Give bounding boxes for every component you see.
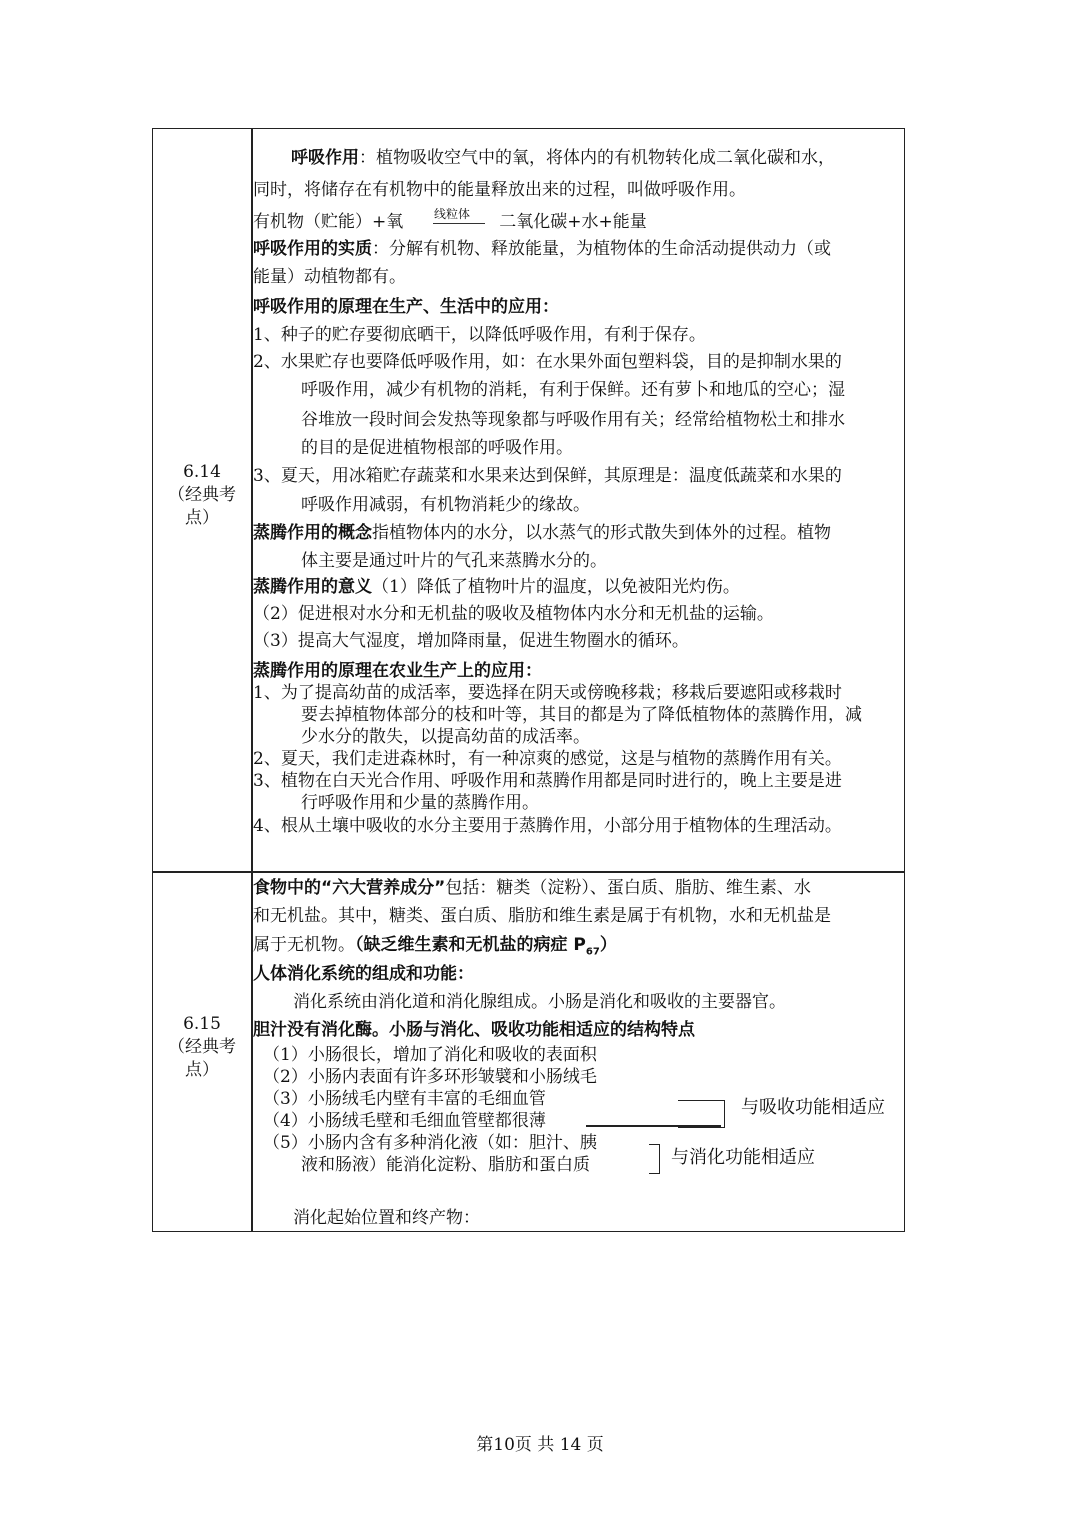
list-item-cont: 少水分的散失，以提高幼苗的成活率。 [301, 727, 590, 747]
respiration-essence-cont: 能量）动植物都有。 [253, 267, 406, 287]
absorption-bracket [678, 1100, 725, 1128]
reaction-arrow [433, 223, 485, 224]
transpiration-meaning: 蒸腾作用的意义（1）降低了植物叶片的温度，以免被阳光灼伤。 [253, 577, 740, 597]
list-item: 2、水果贮存也要降低呼吸作用，如：在水果外面包塑料袋，目的是抑制水果的 [253, 352, 842, 372]
start-end-position: 消化起始位置和终产物： [293, 1208, 480, 1228]
respiration-equation: 有机物（贮能）+氧 二氧化碳+水+能量 [253, 212, 647, 232]
list-item-cont: 的目的是促进植物根部的呼吸作用。 [301, 438, 573, 458]
respiration-definition-cont: 同时，将储存在有机物中的能量释放出来的过程，叫做呼吸作用。 [253, 180, 746, 200]
absorption-label: 与吸收功能相适应 [741, 1097, 885, 1118]
page-footer: 第10页 共 14 页 [476, 1435, 604, 1455]
tag-line: （经典考 [168, 485, 236, 505]
list-item-cont: 呼吸作用减弱，有机物消耗少的缘故。 [301, 495, 590, 515]
list-item-cont: 液和肠液）能消化淀粉、脂肪和蛋白质 [301, 1155, 590, 1175]
list-item: （1）小肠很长，增加了消化和吸收的表面积 [263, 1045, 597, 1065]
transpiration-concept-cont: 体主要是通过叶片的气孔来蒸腾水分的。 [301, 551, 607, 571]
tag-line: 点） [185, 508, 219, 528]
tag-line: （经典考 [168, 1037, 236, 1057]
tag-line: 点） [185, 1060, 219, 1080]
list-item: 2、夏天，我们走进森林时，有一种凉爽的感觉，这是与植物的蒸腾作用有关。 [253, 749, 842, 769]
list-item: （4）小肠绒毛壁和毛细血管壁都很薄 [263, 1111, 546, 1131]
list-item: 3、植物在白天光合作用、呼吸作用和蒸腾作用都是同时进行的，晚上主要是进 [253, 771, 842, 791]
transpiration-application-title: 蒸腾作用的原理在农业生产上的应用： [253, 661, 542, 681]
digestion-label: 与消化功能相适应 [671, 1147, 815, 1168]
list-item: 1、种子的贮存要彻底晒干，以降低呼吸作用，有利于保存。 [253, 325, 706, 345]
respiration-application-title: 呼吸作用的原理在生产、生活中的应用： [253, 297, 559, 317]
nutrients-paragraph-cont: 和无机盐。其中，糖类、蛋白质、脂肪和维生素是属于有机物，水和无机盐是 [253, 906, 831, 926]
study-table [152, 128, 905, 1232]
date-label: 6.15 [183, 1014, 221, 1034]
date-cell-6-15 [153, 1013, 251, 1082]
digestion-bracket [649, 1144, 660, 1174]
digestive-system-text: 消化系统由消化道和消化腺组成。小肠是消化和吸收的主要器官。 [293, 992, 786, 1012]
list-item: 3、夏天，用冰箱贮存蔬菜和水果来达到保鲜，其原理是：温度低蔬菜和水果的 [253, 466, 842, 486]
respiration-definition: 呼吸作用：植物吸收空气中的氧，将体内的有机物转化成二氧化碳和水， [291, 148, 835, 168]
respiration-essence: 呼吸作用的实质：分解有机物、释放能量，为植物体的生命活动提供动力（或 [253, 239, 831, 259]
catalyst-label: 线粒体 [434, 207, 471, 221]
date-label: 6.14 [183, 462, 221, 482]
digestive-system-title: 人体消化系统的组成和功能： [253, 964, 474, 984]
list-item: 1、为了提高幼苗的成活率，要选择在阴天或傍晚移栽；移栽后要遮阳或移栽时 [253, 683, 842, 703]
bile-title: 胆汁没有消化酶。小肠与消化、吸收功能相适应的结构特点 [253, 1020, 695, 1040]
list-item: （3）小肠绒毛内壁有丰富的毛细血管 [263, 1089, 546, 1109]
list-item: （5）小肠内含有多种消化液（如：胆汁、胰 [263, 1133, 597, 1153]
list-item: （2）促进根对水分和无机盐的吸收及植物体内水分和无机盐的运输。 [253, 604, 774, 624]
nutrients-paragraph: 食物中的“六大营养成分”包括：糖类（淀粉）、蛋白质、脂肪、维生素、水 [253, 878, 811, 898]
list-item-cont: 谷堆放一段时间会发热等现象都与呼吸作用有关；经常给植物松土和排水 [301, 410, 845, 430]
list-item-cont: 呼吸作用，减少有机物的消耗，有利于保鲜。还有萝卜和地瓜的空心；湿 [301, 380, 845, 400]
list-item-cont: 行呼吸作用和少量的蒸腾作用。 [301, 793, 539, 813]
list-item: 4、根从土壤中吸收的水分主要用于蒸腾作用，小部分用于植物体的生理活动。 [253, 816, 842, 836]
row-divider [153, 871, 904, 873]
transpiration-concept: 蒸腾作用的概念指植物体内的水分，以水蒸气的形式散失到体外的过程。植物 [253, 523, 831, 543]
date-cell-6-14 [153, 461, 251, 530]
list-item: （3）提高大气湿度，增加降雨量，促进生物圈水的循环。 [253, 631, 689, 651]
nutrients-paragraph-cont: 属于无机物。（缺乏维生素和无机盐的病症 $P_{67}$） [253, 935, 617, 958]
list-item: （2）小肠内表面有许多环形皱襞和小肠绒毛 [263, 1067, 597, 1087]
list-item-cont: 要去掉植物体部分的枝和叶等，其目的都是为了降低植物体的蒸腾作用，减 [301, 705, 862, 725]
